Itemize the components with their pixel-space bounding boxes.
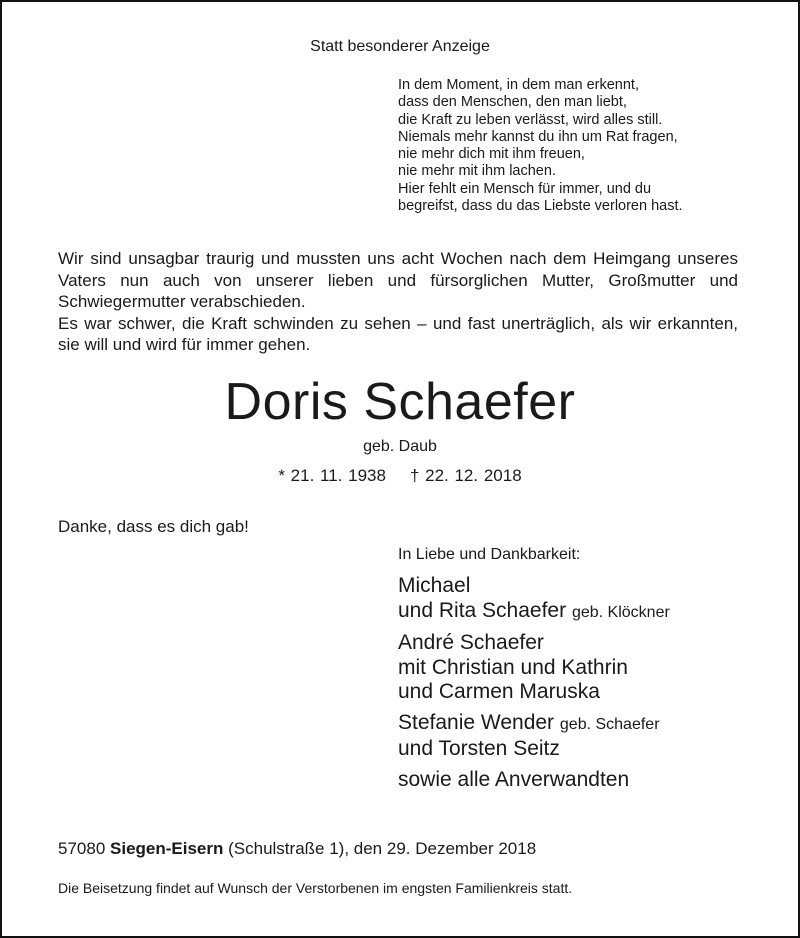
death-date: † 22. 12. 2018: [409, 466, 522, 485]
poem-line: nie mehr dich mit ihm freuen,: [398, 146, 585, 163]
birth-date: * 21. 11. 1938: [278, 466, 386, 485]
poem-line: Hier fehlt ein Mensch für immer, und du: [398, 180, 652, 197]
intro-paragraph-2: Es war schwer, die Kraft schwinden zu sehen – und fast unerträglich, als wir erkannten, sie will und wird für immer gehen.: [58, 313, 738, 354]
maiden-name: geb. Daub: [363, 438, 437, 455]
mourner-line: mit Christian und Kathrin: [398, 655, 628, 679]
mourner-group: [398, 631, 670, 705]
mourner-line: Michael: [398, 574, 471, 597]
maiden-note: geb. Klöckner: [571, 603, 670, 621]
maiden-note: geb. Schaefer: [559, 715, 660, 733]
mourner-line: sowie alle Anverwandten: [398, 767, 630, 791]
life-dates: [0, 466, 800, 486]
mourner-group: [398, 711, 670, 762]
mourners-list: [398, 574, 670, 798]
intro-paragraph-1: Wir sind unsagbar traurig und mussten uns acht Wochen nach dem Heimgang unseres Vaters nun auch von unserer lieben und fürsorglichen Mutter, Großmutter und Schwiegermutter verabschieden.: [58, 249, 738, 311]
poem: [398, 77, 683, 215]
poem-line: Niemals mehr kannst du ihn um Rat fragen,: [398, 128, 678, 145]
street-and-date: (Schulstraße 1), den 29. Dezember 2018: [228, 839, 537, 858]
poem-line: dass den Menschen, den man liebt,: [398, 94, 627, 111]
mourner-line: [398, 711, 670, 738]
poem-line: die Kraft zu leben verlässt, wird alles still.: [398, 111, 663, 128]
address-line: [58, 839, 536, 859]
mourner-line: und Carmen Maruska: [398, 680, 600, 703]
poem-line: In dem Moment, in dem man erkennt,: [398, 77, 639, 93]
love-line: In Liebe und Dankbarkeit:: [398, 546, 581, 563]
poem-line: nie mehr mit ihm lachen.: [398, 163, 556, 180]
mourner-line: [398, 599, 670, 626]
mourner-name: Stefanie Wender: [398, 710, 555, 734]
thanks-line: Danke, dass es dich gab!: [58, 517, 249, 536]
intro-text: [58, 248, 738, 356]
burial-note: Die Beisetzung findet auf Wunsch der Verstorbenen im engsten Familienkreis statt.: [58, 880, 573, 896]
mourner-group: [398, 574, 670, 625]
mourner-name: und Rita Schaefer: [398, 598, 567, 622]
header-notice: Statt besonderer Anzeige: [310, 38, 490, 55]
postcode: 57080: [58, 839, 106, 858]
town: Siegen-Eisern: [110, 839, 224, 858]
mourner-line: André Schaefer: [398, 631, 544, 654]
mourner-group: [398, 768, 670, 793]
poem-line: begreifst, dass du das Liebste verloren hast.: [398, 198, 683, 215]
deceased-name: Doris Schaefer: [224, 373, 576, 431]
mourner-line: und Torsten Seitz: [398, 737, 560, 760]
